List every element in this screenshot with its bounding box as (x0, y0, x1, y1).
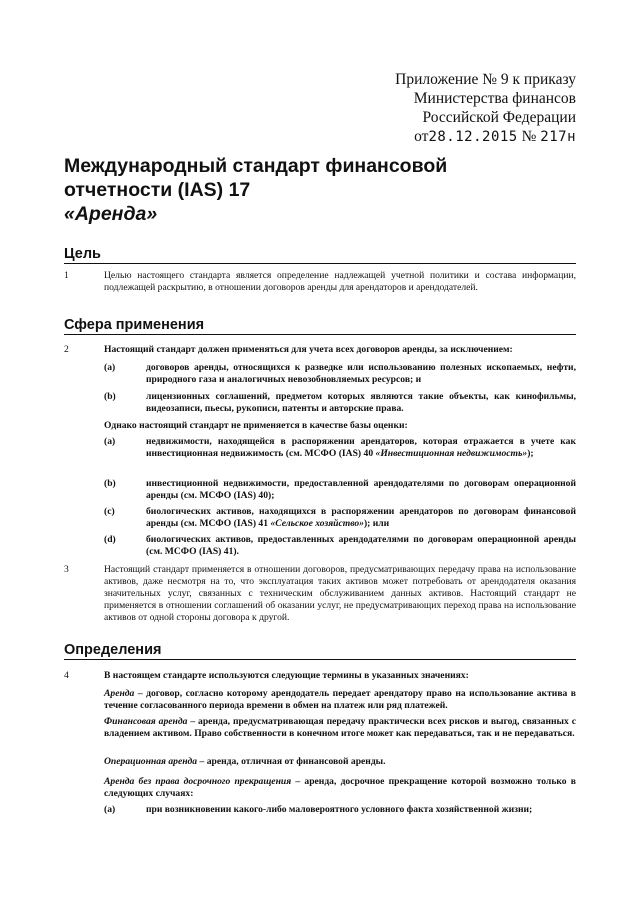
paragraph-number: 3 (64, 564, 69, 575)
paragraph-number: 1 (64, 270, 69, 281)
paragraph-text: Целью настоящего стандарта является определение надлежащей учетной политики и состава информации, подлежащей раскрытию, в отношении договоров аренды для арендаторов и арендодателей. (104, 270, 576, 293)
list-marker: (b) (104, 478, 116, 489)
list-item (104, 436, 576, 474)
list-item (104, 506, 576, 532)
term-definition: – аренда, предусматривающая передачу практически всех рисков и выгод, связанных с владением активом. Право собственности в конечном итоге может как передаваться, так и не передаваться. (104, 716, 576, 739)
annex-date-line (395, 127, 576, 147)
list-marker: (a) (104, 436, 116, 447)
list-text (146, 506, 576, 530)
paragraph-number: 2 (64, 344, 69, 355)
document-title (64, 154, 584, 226)
paragraph-2 (64, 344, 576, 358)
list-item (104, 804, 576, 818)
list-text: при возникновении какого-либо маловероятного условного факта хозяйственной жизни; (146, 804, 533, 815)
section-definitions-label: Определения (64, 642, 162, 658)
list-text-italic: «Сельское хозяйство» (270, 518, 364, 529)
order-number: 217н (540, 129, 576, 145)
term: Аренда (104, 688, 135, 699)
definition-operating-lease (104, 756, 576, 768)
title-line-1: Международный стандарт финансовой (64, 155, 448, 177)
list-text-main: биологических активов, находящихся в распоряжении арендаторов по договорам финансовой аренды (см. МСФО (IAS) 41 (146, 506, 576, 529)
list-item (104, 391, 576, 417)
term-definition: – аренда, отличная от финансовой аренды. (197, 756, 386, 767)
list-marker: (a) (104, 362, 116, 373)
section-goal-label: Цель (64, 246, 101, 262)
term-definition: – договор, согласно которому арендодатель передает арендатору право на использование актива в течение согласованного периода времени в обмен на платеж или ряд платежей. (104, 688, 576, 711)
list-marker: (b) (104, 391, 116, 402)
definition-lease (104, 688, 576, 712)
list-item (104, 534, 576, 560)
however-line: Однако настоящий стандарт не применяется в качестве базы оценки: (104, 420, 408, 431)
list-marker: (d) (104, 534, 116, 545)
list-text-main: недвижимости, находящейся в распоряжении арендаторов, которая отражается в учете как инвестиционная недвижимость (см. МСФО (IAS) 40 (146, 436, 576, 459)
paragraph-text: Настоящий стандарт применяется в отношении договоров, предусматривающих передачу права на использование активов, даже несмотря на то, что эксплуатация таких активов может потребовать от арендодателя оказания значительных услуг, связанных с техническим обслуживанием данных активов. Настоящий стандарт не применяется в отношении соглашений об оказании услуг, не предусматривающих переход права на использование активов от одной стороны договора к другой. (104, 564, 576, 623)
section-scope-label: Сфера применения (64, 317, 205, 333)
paragraph-intro: В настоящем стандарте используются следующие термины в указанных значениях: (104, 670, 469, 681)
paragraph-3 (64, 564, 576, 626)
annex-line-3: Российской Федерации (422, 109, 576, 126)
list-text-italic: «Инвестиционная недвижимость» (375, 448, 528, 459)
section-heading-scope (64, 317, 576, 335)
title-line-2: отчетности (IAS) 17 (64, 179, 251, 201)
title-subtitle: «Аренда» (64, 203, 158, 225)
term: Аренда без права досрочного прекращения (104, 776, 292, 787)
paragraph-intro: Настоящий стандарт должен применяться для учета всех договоров аренды, за исключением: (104, 344, 513, 355)
date-prefix: от (414, 128, 429, 145)
term: Финансовая аренда (104, 716, 188, 727)
order-date: 28.12.2015 (428, 129, 518, 145)
list-text: лицензионных соглашений, предметом которых являются такие объекты, как кинофильмы, видеозаписи, пьесы, рукописи, патенты и авторские права. (146, 391, 576, 414)
definition-finance-lease (104, 716, 576, 740)
section-heading-goal (64, 246, 576, 264)
term-definition: – аренда, досрочное прекращение которой возможно только в следующих случаях: (104, 776, 576, 799)
list-marker: (a) (104, 804, 116, 815)
list-text: договоров аренды, относящихся к разведке или использованию полезных ископаемых, нефти, природного газа и аналогичных невозобновляемых ресурсов; и (146, 362, 576, 385)
list-text: биологических активов, предоставленных арендодателями по договорам операционной аренды (см. МСФО (IAS) 41). (146, 534, 576, 557)
list-text: инвестиционной недвижимости, предоставленной арендодателями по договорам операционной аренды (см. МСФО (IAS) 40); (146, 478, 576, 501)
annex-header (395, 70, 576, 147)
annex-line-2: Министерства финансов (413, 90, 576, 107)
definition-noncancellable-lease (104, 776, 576, 800)
list-text-end: ); (527, 448, 534, 459)
term: Операционная аренда (104, 756, 198, 767)
list-item (104, 478, 576, 504)
list-text-end: ); или (363, 518, 390, 529)
paragraph-1 (64, 270, 576, 296)
list-marker: (c) (104, 506, 115, 517)
section-heading-definitions (64, 642, 576, 660)
list-text (146, 436, 576, 460)
paragraph-number: 4 (64, 670, 69, 681)
number-prefix: № (521, 128, 537, 145)
annex-line-1: Приложение № 9 к приказу (395, 71, 576, 88)
list-item (104, 362, 576, 388)
paragraph-4 (64, 670, 576, 684)
